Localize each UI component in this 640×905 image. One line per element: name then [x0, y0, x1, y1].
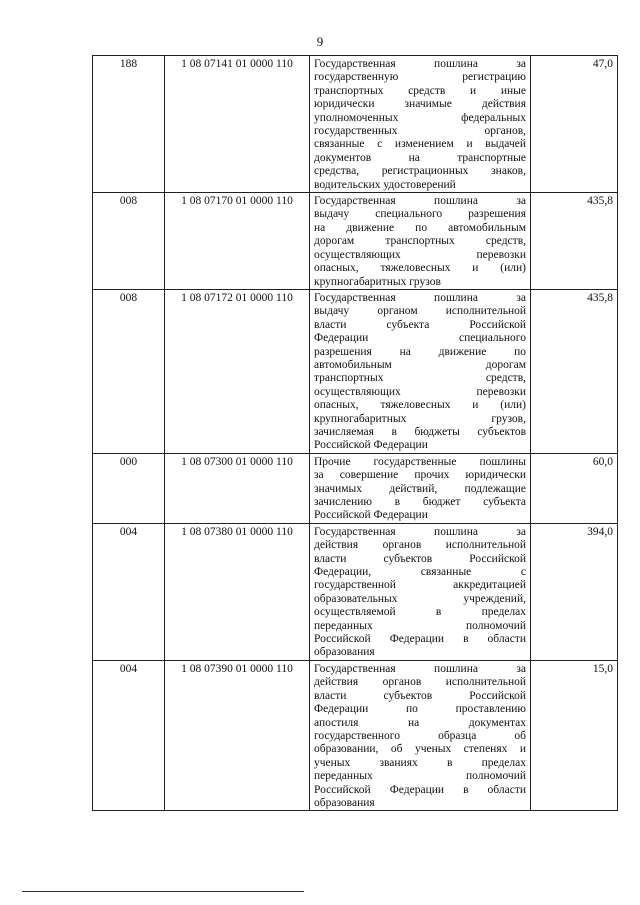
- revenue-name-line: осуществляемой в пределах: [314, 606, 526, 619]
- revenue-name-line: Российской Федерации: [314, 439, 428, 452]
- revenue-name-line: Прочие государственные пошлины: [314, 455, 526, 468]
- revenue-name-line: Российской Федерации в области: [314, 633, 526, 646]
- revenue-name-line: Российской Федерации в области: [314, 783, 526, 796]
- revenue-name-line: государственного образца об: [314, 729, 526, 742]
- revenue-name-line: транспортных средств и иные: [314, 84, 526, 97]
- budget-classification-code-cell: 1 08 07172 01 0000 110: [165, 289, 310, 453]
- admin-code-cell: 004: [93, 523, 165, 660]
- revenue-name-line: Государственная пошлина за: [314, 662, 526, 675]
- revenue-name-line: зачисляемая в бюджеты субъектов: [314, 425, 526, 438]
- revenue-name-line: власти субъектов Российской: [314, 689, 526, 702]
- table-row: [93, 193, 618, 290]
- revenue-name-line: за совершение прочих юридически: [314, 469, 526, 482]
- revenue-name-line: выдачу органом исполнительной: [314, 305, 526, 318]
- revenue-name-cell: [310, 289, 531, 453]
- table-row: [93, 660, 618, 810]
- revenue-name-line: образования: [314, 796, 375, 809]
- budget-classification-code-cell: 1 08 07141 01 0000 110: [165, 56, 310, 193]
- revenue-name-line: образовании, об ученых степенях и: [314, 743, 526, 756]
- revenue-name-line: Государственная пошлина за: [314, 58, 526, 70]
- amount-cell: 435,8: [531, 193, 618, 290]
- budget-classification-code-cell: 1 08 07380 01 0000 110: [165, 523, 310, 660]
- revenue-name-line: власти субъекта Российской: [314, 318, 526, 331]
- amount-cell: 15,0: [531, 660, 618, 810]
- revenue-name-line: уполномоченных федеральных: [314, 111, 526, 124]
- revenue-name-line: юридически значимые действия: [314, 98, 526, 111]
- revenue-table: [92, 55, 618, 811]
- revenue-name-line: дорогам транспортных средств,: [314, 235, 526, 248]
- revenue-name-line: Федерации по проставлению: [314, 703, 526, 716]
- amount-cell: 47,0: [531, 56, 618, 193]
- revenue-name-line: документов на транспортные: [314, 151, 526, 164]
- revenue-name-line: Государственная пошлина за: [314, 291, 526, 304]
- revenue-name-line: разрешения на движение по: [314, 345, 526, 358]
- table-row: [93, 453, 618, 523]
- revenue-name-line: апостиля на документах: [314, 716, 526, 729]
- revenue-name-cell: [310, 56, 531, 193]
- revenue-name-line: Государственная пошлина за: [314, 195, 526, 208]
- table-row: [93, 523, 618, 660]
- table-row: [93, 56, 618, 193]
- revenue-name-line: ученых званиях в пределах: [314, 756, 526, 769]
- budget-classification-code-cell: 1 08 07390 01 0000 110: [165, 660, 310, 810]
- revenue-name-line: автомобильным дорогам: [314, 358, 526, 371]
- revenue-name-line: государственных органов,: [314, 125, 526, 138]
- revenue-name-line: действия органов исполнительной: [314, 676, 526, 689]
- admin-code-cell: 008: [93, 193, 165, 290]
- revenue-name-cell: [310, 453, 531, 523]
- table-row: [93, 289, 618, 453]
- revenue-name-line: государственной аккредитацией: [314, 579, 526, 592]
- budget-classification-code-cell: 1 08 07170 01 0000 110: [165, 193, 310, 290]
- amount-cell: 435,8: [531, 289, 618, 453]
- revenue-name-line: водительских удостоверений: [314, 178, 456, 191]
- revenue-name-line: связанные с изменением и выдачей: [314, 138, 526, 151]
- revenue-name-line: действия органов исполнительной: [314, 539, 526, 552]
- revenue-name-line: переданных полномочий: [314, 770, 526, 783]
- revenue-name-line: осуществляющих перевозки: [314, 385, 526, 398]
- budget-classification-code-cell: 1 08 07300 01 0000 110: [165, 453, 310, 523]
- revenue-name-line: на движение по автомобильным: [314, 221, 526, 234]
- amount-cell: 60,0: [531, 453, 618, 523]
- revenue-name-line: государственную регистрацию: [314, 71, 526, 84]
- table-body: [93, 56, 618, 811]
- revenue-name-line: осуществляющих перевозки: [314, 248, 526, 261]
- revenue-name-line: власти субъектов Российской: [314, 552, 526, 565]
- revenue-name-cell: [310, 660, 531, 810]
- revenue-name-line: переданных полномочий: [314, 619, 526, 632]
- revenue-name-line: образовательных учреждений,: [314, 592, 526, 605]
- footnote-separator-line: [22, 891, 304, 892]
- revenue-name-cell: [310, 523, 531, 660]
- revenue-name-line: крупногабаритных грузов,: [314, 412, 526, 425]
- admin-code-cell: 008: [93, 289, 165, 453]
- admin-code-cell: 004: [93, 660, 165, 810]
- revenue-name-cell: [310, 193, 531, 290]
- admin-code-cell: 188: [93, 56, 165, 193]
- amount-cell: 394,0: [531, 523, 618, 660]
- revenue-name-line: транспортных средств,: [314, 372, 526, 385]
- page-number: 9: [316, 34, 324, 49]
- revenue-name-line: средства, регистрационных знаков,: [314, 165, 526, 178]
- revenue-name-line: Российской Федерации: [314, 509, 428, 522]
- revenue-name-line: выдачу специального разрешения: [314, 208, 526, 221]
- revenue-name-line: Государственная пошлина за: [314, 525, 526, 538]
- revenue-name-line: зачислению в бюджет субъекта: [314, 496, 526, 508]
- revenue-name-line: значимых действий, подлежащие: [314, 482, 526, 495]
- revenue-name-line: опасных, тяжеловесных и (или): [314, 262, 526, 275]
- revenue-name-line: Федерации специального: [314, 332, 526, 345]
- revenue-name-line: крупногабаритных грузов: [314, 275, 441, 288]
- revenue-name-line: опасных, тяжеловесных и (или): [314, 399, 526, 412]
- admin-code-cell: 000: [93, 453, 165, 523]
- revenue-name-line: образования: [314, 646, 375, 659]
- revenue-name-line: Федерации, связанные с: [314, 566, 526, 579]
